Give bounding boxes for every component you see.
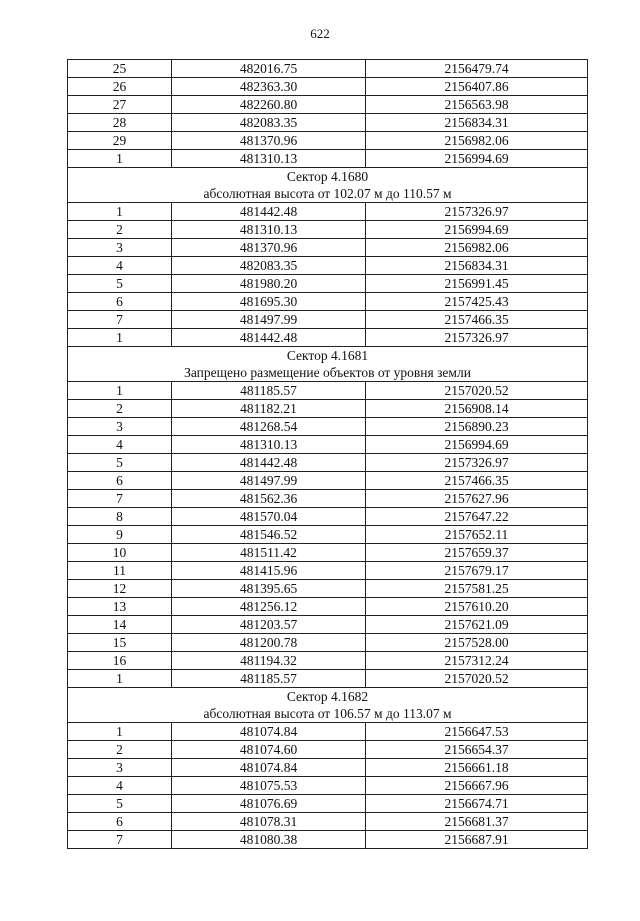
table-row: [68, 418, 588, 436]
x-coordinate-cell: 481078.31: [172, 813, 366, 831]
y-coordinate-cell: 2157581.25: [366, 580, 588, 598]
x-coordinate-cell: 482016.75: [172, 60, 366, 78]
point-number-cell: 6: [68, 293, 172, 311]
x-coordinate-cell: 481695.30: [172, 293, 366, 311]
y-coordinate-cell: 2156994.69: [366, 436, 588, 454]
point-number-cell: 1: [68, 670, 172, 688]
x-coordinate-cell: 481074.84: [172, 759, 366, 777]
table-row: [68, 795, 588, 813]
point-number-cell: 1: [68, 329, 172, 347]
y-coordinate-cell: 2156890.23: [366, 418, 588, 436]
coordinates-table-body: [68, 60, 588, 849]
table-row: [68, 400, 588, 418]
point-number-cell: 1: [68, 382, 172, 400]
point-number-cell: 4: [68, 777, 172, 795]
y-coordinate-cell: 2156834.31: [366, 114, 588, 132]
x-coordinate-cell: 481562.36: [172, 490, 366, 508]
table-row: [68, 759, 588, 777]
y-coordinate-cell: 2156681.37: [366, 813, 588, 831]
point-number-cell: 11: [68, 562, 172, 580]
y-coordinate-cell: 2156834.31: [366, 257, 588, 275]
point-number-cell: 13: [68, 598, 172, 616]
table-row: [68, 436, 588, 454]
table-row: [68, 293, 588, 311]
y-coordinate-cell: 2156479.74: [366, 60, 588, 78]
point-number-cell: 4: [68, 436, 172, 454]
table-row: [68, 813, 588, 831]
sector-subtitle-row: [68, 364, 588, 382]
x-coordinate-cell: 481497.99: [172, 472, 366, 490]
x-coordinate-cell: 481200.78: [172, 634, 366, 652]
y-coordinate-cell: 2157326.97: [366, 203, 588, 221]
y-coordinate-cell: 2156407.86: [366, 78, 588, 96]
table-row: [68, 652, 588, 670]
table-row: [68, 78, 588, 96]
y-coordinate-cell: 2157647.22: [366, 508, 588, 526]
table-row: [68, 723, 588, 741]
table-row: [68, 670, 588, 688]
point-number-cell: 7: [68, 490, 172, 508]
x-coordinate-cell: 481370.96: [172, 239, 366, 257]
sector-title-row: [68, 688, 588, 706]
x-coordinate-cell: 481075.53: [172, 777, 366, 795]
point-number-cell: 28: [68, 114, 172, 132]
table-row: [68, 526, 588, 544]
y-coordinate-cell: 2157312.24: [366, 652, 588, 670]
sector-subtitle-row: [68, 185, 588, 203]
table-row: [68, 472, 588, 490]
x-coordinate-cell: 481980.20: [172, 275, 366, 293]
x-coordinate-cell: 481415.96: [172, 562, 366, 580]
x-coordinate-cell: 481182.21: [172, 400, 366, 418]
table-row: [68, 508, 588, 526]
x-coordinate-cell: 481185.57: [172, 382, 366, 400]
sector-title-row: [68, 347, 588, 365]
table-row: [68, 311, 588, 329]
x-coordinate-cell: 481203.57: [172, 616, 366, 634]
y-coordinate-cell: 2157466.35: [366, 311, 588, 329]
x-coordinate-cell: 481310.13: [172, 436, 366, 454]
y-coordinate-cell: 2157621.09: [366, 616, 588, 634]
point-number-cell: 14: [68, 616, 172, 634]
y-coordinate-cell: 2157659.37: [366, 544, 588, 562]
sector-title: Сектор 4.1682: [68, 688, 588, 706]
table-row: [68, 203, 588, 221]
table-row: [68, 329, 588, 347]
point-number-cell: 6: [68, 813, 172, 831]
y-coordinate-cell: 2156647.53: [366, 723, 588, 741]
y-coordinate-cell: 2156661.18: [366, 759, 588, 777]
y-coordinate-cell: 2156994.69: [366, 221, 588, 239]
point-number-cell: 10: [68, 544, 172, 562]
point-number-cell: 5: [68, 275, 172, 293]
table-row: [68, 150, 588, 168]
x-coordinate-cell: 482083.35: [172, 257, 366, 275]
y-coordinate-cell: 2157528.00: [366, 634, 588, 652]
y-coordinate-cell: 2157610.20: [366, 598, 588, 616]
sector-subtitle: абсолютная высота от 106.57 м до 113.07 м: [68, 705, 588, 723]
x-coordinate-cell: 481268.54: [172, 418, 366, 436]
table-row: [68, 544, 588, 562]
y-coordinate-cell: 2156991.45: [366, 275, 588, 293]
sector-subtitle-row: [68, 705, 588, 723]
point-number-cell: 2: [68, 400, 172, 418]
page-number: 622: [310, 26, 330, 41]
y-coordinate-cell: 2157020.52: [366, 670, 588, 688]
point-number-cell: 7: [68, 311, 172, 329]
x-coordinate-cell: 481185.57: [172, 670, 366, 688]
point-number-cell: 1: [68, 723, 172, 741]
sector-title: Сектор 4.1680: [68, 168, 588, 186]
table-row: [68, 239, 588, 257]
point-number-cell: 12: [68, 580, 172, 598]
y-coordinate-cell: 2157326.97: [366, 329, 588, 347]
table-row: [68, 275, 588, 293]
point-number-cell: 27: [68, 96, 172, 114]
point-number-cell: 15: [68, 634, 172, 652]
table-row: [68, 60, 588, 78]
x-coordinate-cell: 482260.80: [172, 96, 366, 114]
point-number-cell: 25: [68, 60, 172, 78]
sector-subtitle: Запрещено размещение объектов от уровня земли: [68, 364, 588, 382]
y-coordinate-cell: 2157627.96: [366, 490, 588, 508]
table-row: [68, 132, 588, 150]
x-coordinate-cell: 481074.84: [172, 723, 366, 741]
table-row: [68, 831, 588, 849]
sector-title: Сектор 4.1681: [68, 347, 588, 365]
x-coordinate-cell: 482083.35: [172, 114, 366, 132]
point-number-cell: 1: [68, 203, 172, 221]
table-row: [68, 741, 588, 759]
coordinates-table: [67, 59, 588, 849]
point-number-cell: 8: [68, 508, 172, 526]
table-row: [68, 616, 588, 634]
point-number-cell: 7: [68, 831, 172, 849]
point-number-cell: 26: [68, 78, 172, 96]
table-row: [68, 114, 588, 132]
point-number-cell: 3: [68, 418, 172, 436]
sector-title-row: [68, 168, 588, 186]
point-number-cell: 1: [68, 150, 172, 168]
point-number-cell: 2: [68, 741, 172, 759]
table-row: [68, 96, 588, 114]
point-number-cell: 29: [68, 132, 172, 150]
table-row: [68, 634, 588, 652]
point-number-cell: 3: [68, 759, 172, 777]
x-coordinate-cell: 481256.12: [172, 598, 366, 616]
sector-subtitle: абсолютная высота от 102.07 м до 110.57 м: [68, 185, 588, 203]
x-coordinate-cell: 481511.42: [172, 544, 366, 562]
y-coordinate-cell: 2156674.71: [366, 795, 588, 813]
x-coordinate-cell: 481395.65: [172, 580, 366, 598]
y-coordinate-cell: 2157466.35: [366, 472, 588, 490]
table-row: [68, 490, 588, 508]
y-coordinate-cell: 2157020.52: [366, 382, 588, 400]
y-coordinate-cell: 2157652.11: [366, 526, 588, 544]
x-coordinate-cell: 481074.60: [172, 741, 366, 759]
x-coordinate-cell: 481442.48: [172, 329, 366, 347]
point-number-cell: 16: [68, 652, 172, 670]
table-row: [68, 598, 588, 616]
table-row: [68, 382, 588, 400]
table-row: [68, 221, 588, 239]
table-row: [68, 454, 588, 472]
y-coordinate-cell: 2156994.69: [366, 150, 588, 168]
y-coordinate-cell: 2156563.98: [366, 96, 588, 114]
x-coordinate-cell: 481497.99: [172, 311, 366, 329]
point-number-cell: 3: [68, 239, 172, 257]
table-row: [68, 562, 588, 580]
y-coordinate-cell: 2157679.17: [366, 562, 588, 580]
y-coordinate-cell: 2156908.14: [366, 400, 588, 418]
y-coordinate-cell: 2156654.37: [366, 741, 588, 759]
point-number-cell: 5: [68, 454, 172, 472]
y-coordinate-cell: 2157425.43: [366, 293, 588, 311]
y-coordinate-cell: 2156982.06: [366, 132, 588, 150]
point-number-cell: 9: [68, 526, 172, 544]
x-coordinate-cell: 481194.32: [172, 652, 366, 670]
table-row: [68, 580, 588, 598]
table-row: [68, 257, 588, 275]
x-coordinate-cell: 481080.38: [172, 831, 366, 849]
point-number-cell: 2: [68, 221, 172, 239]
point-number-cell: 4: [68, 257, 172, 275]
x-coordinate-cell: 481370.96: [172, 132, 366, 150]
x-coordinate-cell: 481310.13: [172, 150, 366, 168]
point-number-cell: 6: [68, 472, 172, 490]
point-number-cell: 5: [68, 795, 172, 813]
x-coordinate-cell: 481546.52: [172, 526, 366, 544]
x-coordinate-cell: 481442.48: [172, 203, 366, 221]
y-coordinate-cell: 2157326.97: [366, 454, 588, 472]
x-coordinate-cell: 481570.04: [172, 508, 366, 526]
table-row: [68, 777, 588, 795]
x-coordinate-cell: 482363.30: [172, 78, 366, 96]
y-coordinate-cell: 2156687.91: [366, 831, 588, 849]
y-coordinate-cell: 2156982.06: [366, 239, 588, 257]
y-coordinate-cell: 2156667.96: [366, 777, 588, 795]
x-coordinate-cell: 481076.69: [172, 795, 366, 813]
x-coordinate-cell: 481442.48: [172, 454, 366, 472]
x-coordinate-cell: 481310.13: [172, 221, 366, 239]
